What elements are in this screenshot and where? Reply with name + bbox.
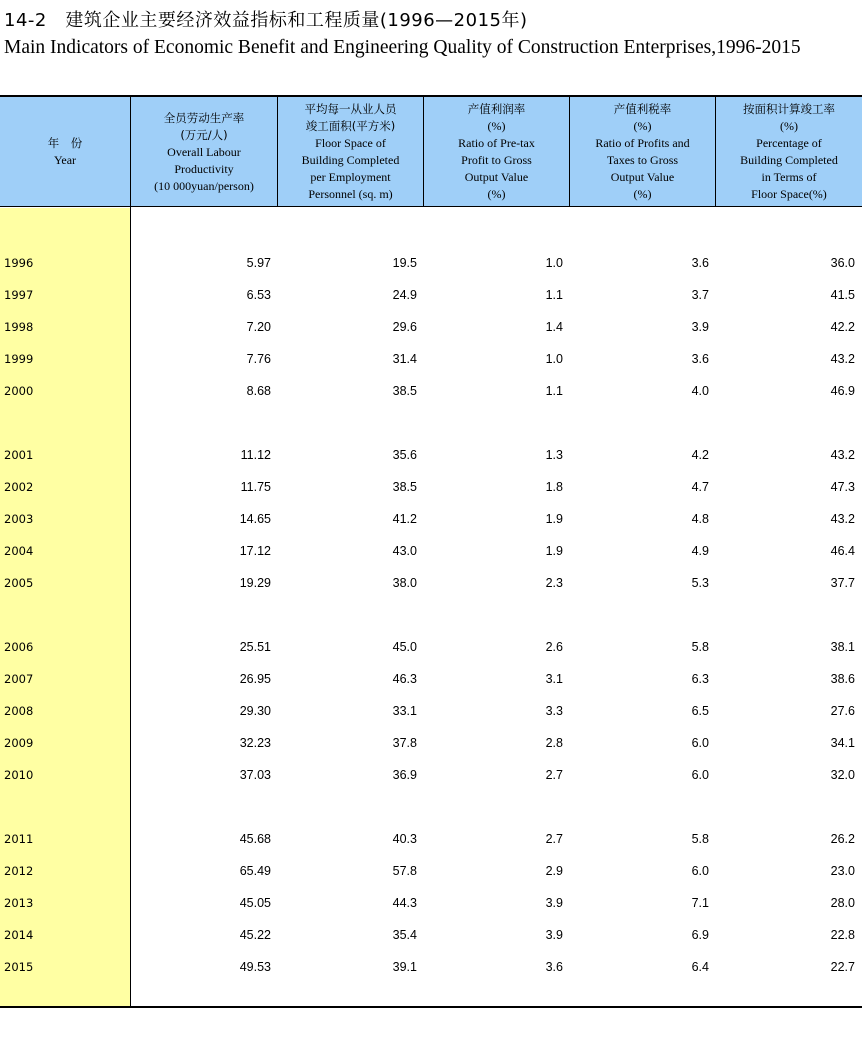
table-row: 2002 11.75 38.5 1.8 4.7 47.3 xyxy=(4,480,855,494)
table-row: 2010 37.03 36.9 2.7 6.0 32.0 xyxy=(4,768,855,782)
table-row: 2000 8.68 38.5 1.1 4.0 46.9 xyxy=(4,384,855,398)
table-row: 2001 11.12 35.6 1.3 4.2 43.2 xyxy=(4,448,855,462)
table-row: 2012 65.49 57.8 2.9 6.0 23.0 xyxy=(4,864,855,878)
page-title-english: Main Indicators of Economic Benefit and Engineering Quality of Construction Enterprises,1996-2015 xyxy=(4,37,801,58)
table-row: 1998 7.20 29.6 1.4 3.9 42.2 xyxy=(4,320,855,334)
table-row: 2003 14.65 41.2 1.9 4.8 43.2 xyxy=(4,512,855,526)
header-pretax-profit-ratio: 产值利润率 (%) Ratio of Pre-tax Profit to Gross Output Value (%) xyxy=(458,102,535,201)
table-row: 2004 17.12 43.0 1.9 4.9 46.4 xyxy=(4,544,855,558)
table-row: 1996 5.97 19.5 1.0 3.6 36.0 xyxy=(4,256,855,270)
header-completion-percentage: 按面积计算竣工率 (%) Percentage of Building Completed in Terms of Floor Space(%) xyxy=(740,102,838,201)
indicators-table xyxy=(0,95,862,1009)
table-row: 2009 32.23 37.8 2.8 6.0 34.1 xyxy=(4,736,855,750)
table-row: 2008 29.30 33.1 3.3 6.5 27.6 xyxy=(4,704,855,718)
table-row: 2007 26.95 46.3 3.1 6.3 38.6 xyxy=(4,672,855,686)
header-profits-taxes-ratio: 产值利税率 (%) Ratio of Profits and Taxes to Gross Output Value (%) xyxy=(595,102,690,201)
header-floor-space: 平均每一从业人员 竣工面积(平方米) Floor Space of Building Completed per Employment Personnel (sq. m) xyxy=(301,102,400,201)
table-row: 2013 45.05 44.3 3.9 7.1 28.0 xyxy=(4,896,855,910)
table-row: 1999 7.76 31.4 1.0 3.6 43.2 xyxy=(4,352,855,366)
page-title-chinese: 14-2 建筑企业主要经济效益指标和工程质量(1996—2015年) xyxy=(4,10,528,31)
header-labour-productivity: 全员劳动生产率 (万元/人) Overall Labour Productivity (10 000yuan/person) xyxy=(154,110,254,193)
table-bottom-rule xyxy=(0,1006,862,1008)
table-row: 2005 19.29 38.0 2.3 5.3 37.7 xyxy=(4,576,855,590)
table-row: 2006 25.51 45.0 2.6 5.8 38.1 xyxy=(4,640,855,654)
table-row: 2011 45.68 40.3 2.7 5.8 26.2 xyxy=(4,832,855,846)
header-year: 年 份 Year xyxy=(47,136,83,167)
table-row: 1997 6.53 24.9 1.1 3.7 41.5 xyxy=(4,288,855,302)
table-row: 2015 49.53 39.1 3.6 6.4 22.7 xyxy=(4,960,855,974)
table-row: 2014 45.22 35.4 3.9 6.9 22.8 xyxy=(4,928,855,942)
